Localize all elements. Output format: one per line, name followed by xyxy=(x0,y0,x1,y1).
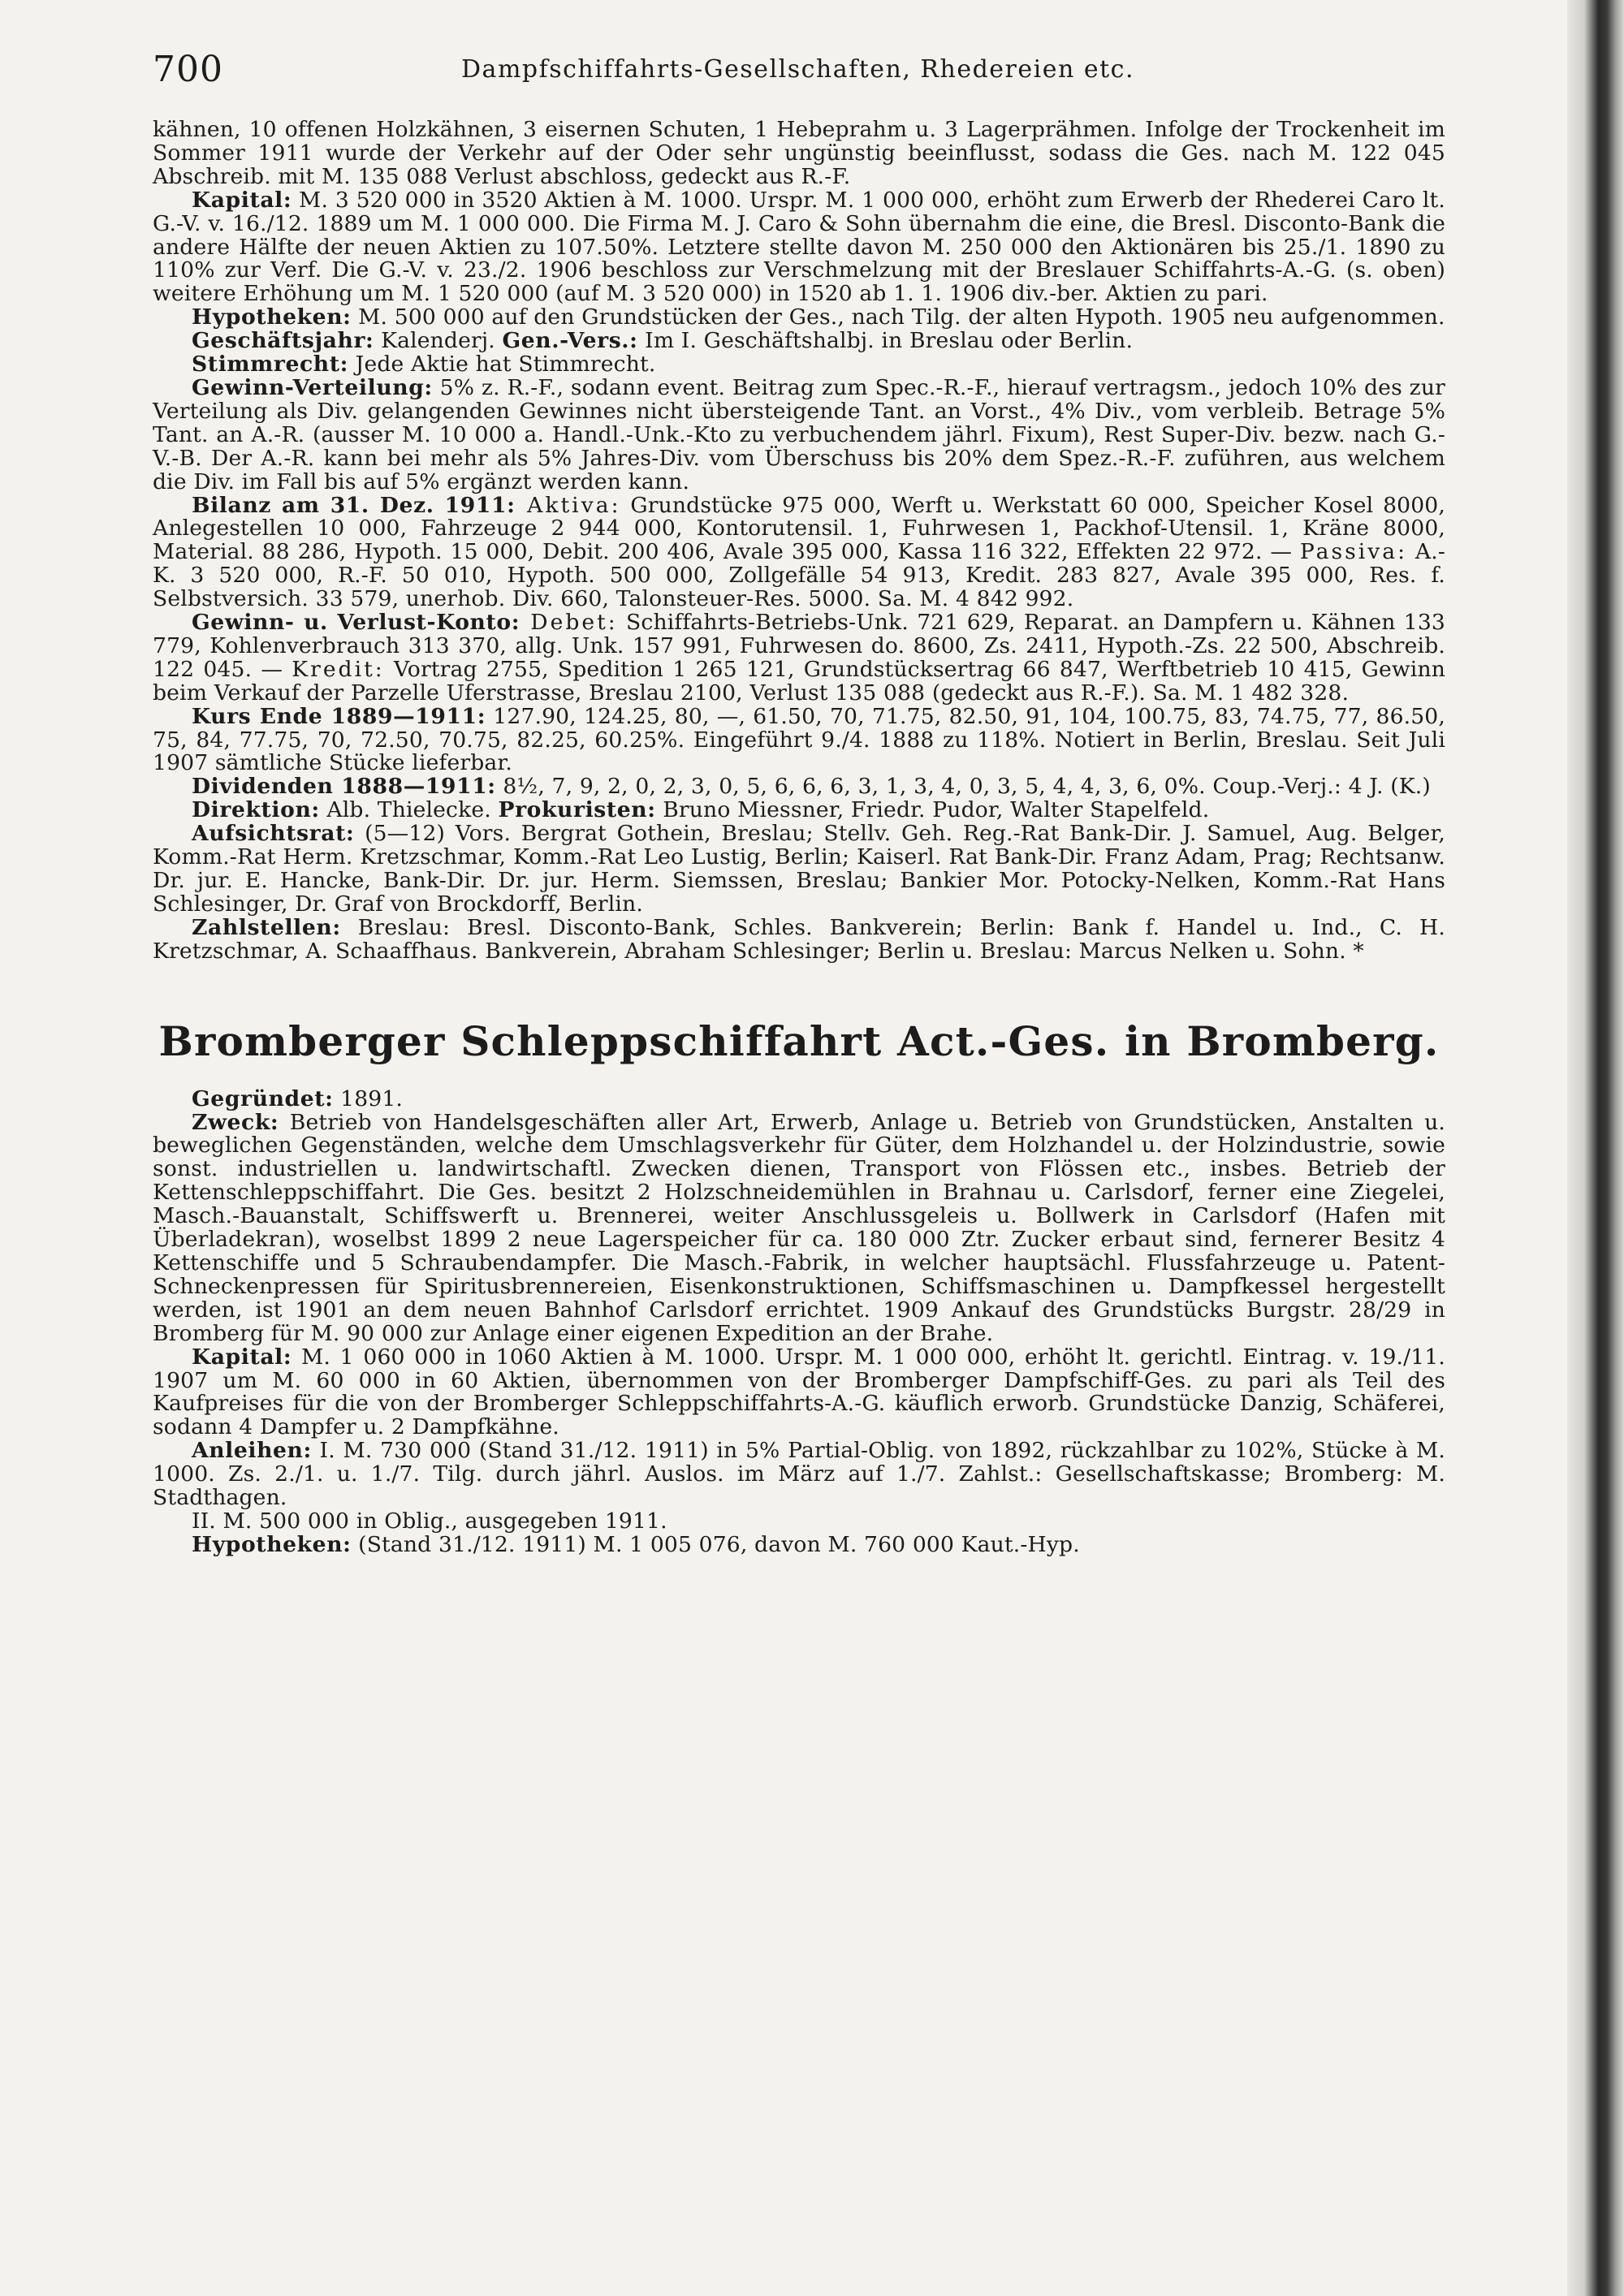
aufsichtsrat-text: (5—12) Vors. Bergrat Gothein, Breslau; Stellv. Geh. Reg.-Rat Bank-Dir. J. Samuel, Aug. Belger, Komm.-Rat Herm. Kretzschmar, Komm.-Rat Leo Lustig, Berlin; Kaiserl. Rat Bank-Dir. Franz Adam, Prag; Rechtsanw. Dr. jur. E. Hancke, Bank-Dir. Dr. jur. Herm. Siemssen, Breslau; Bankier Mor. Potocky-Nelken, Komm.-Rat Hans Schlesinger, Dr. Graf von Brockdorff, Berlin. xyxy=(153,821,1445,917)
kurs-paragraph xyxy=(153,703,1445,776)
continued-paragraph: kähnen, 10 offenen Holzkähnen, 3 eisernen Schuten, 1 Hebeprahm u. 3 Lagerprähmen. Infolge der Trockenheit im Sommer 1911 wurde der Verkehr auf der Oder sehr ungünstig beeinflusst, sodass die Ges. nach M. 122 045 Abschreib. mit M. 135 088 Verlust abschloss, gedeckt aus R.-F. xyxy=(153,117,1445,189)
aufsichtsrat-paragraph xyxy=(153,822,1445,917)
zahlstellen-text: Breslau: Bresl. Disconto-Bank, Schles. Bankverein; Berlin: Bank f. Handel u. Ind., C. H. Kretzschmar, A. Schaaffhaus. Bankverein, Abraham Schlesinger; Berlin u. Breslau: Marcus Nelken u. Sohn. * xyxy=(153,914,1445,964)
kapital-paragraph xyxy=(153,189,1445,307)
hypotheken2-label: Hypotheken: xyxy=(192,1531,352,1557)
hypotheken-text: M. 500 000 auf den Grundstücken der Ges., nach Tilg. der alten Hypoth. 1905 neu aufgenommen. xyxy=(351,304,1445,330)
kapital2-text: M. 1 060 000 in 1060 Aktien à M. 1000. Urspr. M. 1 000 000, erhöht lt. gerichtl. Eintrag. v. 19./11. 1907 um M. 60 000 in 60 Aktien, übernommen von der Bromberger Dampfschiff-Ges. zu pari als Teil des Kaufpreises für die von der Bromberger Schleppschiffahrts-A.-G. käuflich erworb. Grundstücke Danzig, Schäferei, sodann 4 Dampfer u. 2 Dampfkähne. xyxy=(153,1344,1445,1440)
genvers-label: Gen.-Vers.: xyxy=(502,328,638,354)
bilanz-aktiva-label: Aktiva: xyxy=(515,492,621,518)
gegruendet-paragraph xyxy=(153,1085,1445,1111)
anleihen2-paragraph: II. M. 500 000 in Oblig., ausgegeben 1911. xyxy=(192,1508,667,1534)
bilanz-label: Bilanz am 31. Dez. 1911: xyxy=(192,492,516,518)
hypotheken-paragraph xyxy=(153,306,1445,330)
kurs-text: 127.90, 124.25, 80, —, 61.50, 70, 71.75, 82.50, 91, 104, 100.75, 83, 74.75, 77, 86.50, 75, 84, 77.75, 70, 72.50, 70.75, 82.25, 60.25%. Eingeführt 9./4. 1888 zu 118%. Notiert in Berlin, Breslau. Seit Juli 1907 sämtliche Stücke lieferbar. xyxy=(153,703,1445,776)
zahlstellen-label: Zahlstellen: xyxy=(192,914,341,940)
hypotheken2-text: (Stand 31./12. 1911) M. 1 005 076, davon M. 760 000 Kaut.-Hyp. xyxy=(351,1531,1080,1557)
debet-label: Debet: xyxy=(520,610,618,636)
direktion-text: Alb. Thielecke. xyxy=(319,797,499,823)
bilanz-paragraph xyxy=(153,494,1445,612)
bilanz-passiva-text: A.-K. 3 520 000, R.-F. 50 010, Hypoth. 500 000, Zollgefälle 54 913, Kredit. 283 827, Avale 395 000, Res. f. Selbstversich. 33 579, unerhob. Div. 660, Talonsteuer-Res. 5000. Sa. M. 4 842 992. xyxy=(153,539,1446,612)
geschaeftsjahr-text: Kalenderj. xyxy=(374,328,503,354)
direktion-label: Direktion: xyxy=(192,797,320,823)
gewinnverteilung-text: 5% z. R.-F., sodann event. Beitrag zum Spec.-R.-F., hierauf vertragsm., jedoch 10% des zur Verteilung als Div. gelangenden Gewinnes nicht übersteigende Tant. an Vorst., 4% Div., vom verbleib. Betrage 5% Tant. an A.-R. (ausser M. 10 000 a. Handl.-Unk.-Kto zu verbuchendem jährl. Fixum), Rest Super-Div. bezw. nach G.-V.-B. Der A.-R. kann bei mehr als 5% Jahres-Div. vom Überschuss bis 20% dem Spez.-R.-F. zuführen, aus welchem die Div. im Fall bis auf 5% ergänzt werden kann. xyxy=(153,374,1445,494)
kredit-label: Kredit: xyxy=(292,656,385,682)
kapital-label: Kapital: xyxy=(192,187,292,213)
gewinn-verlust-paragraph xyxy=(153,611,1445,706)
bilanz-passiva-label: Passiva: xyxy=(1299,539,1408,565)
zweck-label: Zweck: xyxy=(192,1109,279,1135)
dividenden-text: 8½, 7, 9, 2, 0, 2, 3, 0, 5, 6, 6, 6, 3, 1, 3, 4, 0, 3, 5, 4, 4, 3, 6, 0%. Coup.-Verj.: 4 J. (K.) xyxy=(495,774,1431,800)
zweck-text: Betrieb von Handelsgeschäften aller Art, Erwerb, Anlage u. Betrieb von Grundstücken, Anstalten u. beweglichen Gegenständen, welche dem Umschlagsverkehr für Güter, dem Holzhandel u. der Holzindustrie, sowie sonst. industriellen u. landwirtschaftl. Zwecken dienen, Transport von Flössen etc., insbes. Betrieb der Kettenschleppschiffahrt. Die Ges. besitzt 2 Holzschneidemühlen in Brahnau u. Carlsdorf, ferner eine Ziegelei, Masch.-Bauanstalt, Schiffswerft u. Brennerei, weiter Anschlussgeleis u. Bollwerk in Carlsdorf (Hafen mit Überladekran), woselbst 1899 2 neue Lagerspeicher für ca. 180 000 Ztr. Zucker erbaut sind, fernerer Besitz 4 Kettenschiffe und 5 Schraubendampfer. Die Masch.-Fabrik, in welcher hauptsächl. Flussfahrzeuge u. Patent-Schneckenpressen für Spiritusbrennereien, Eisenkonstruktionen, Schiffsmaschinen u. Dampfkessel hergestellt werden, ist 1901 an dem neuen Bahnhof Carlsdorf errichtet. 1909 Ankauf des Grundstücks Burgstr. 28/29 in Bromberg für M. 90 000 zur Anlage einer eigenen Expedition an der Brahe. xyxy=(153,1109,1445,1346)
direktion-paragraph xyxy=(153,799,1445,822)
anleihen-label: Anleihen: xyxy=(192,1438,312,1464)
company-title: Bromberger Schleppschiffahrt Act.-Ges. in Bromberg. xyxy=(158,1016,1440,1065)
kapital2-label: Kapital: xyxy=(192,1344,292,1370)
running-title: Dampfschiffahrts-Gesellschaften, Rhedereien etc. xyxy=(461,55,1134,84)
gewinn-verlust-label: Gewinn- u. Verlust-Konto: xyxy=(192,610,520,636)
document-body xyxy=(153,119,1445,1557)
zahlstellen-paragraph xyxy=(153,914,1445,964)
page-number: 700 xyxy=(153,49,223,90)
kurs-label: Kurs Ende 1889—1911: xyxy=(192,703,486,729)
document-page xyxy=(153,49,1445,1557)
kapital2-paragraph xyxy=(153,1346,1445,1440)
debet-text: Schiffahrts-Betriebs-Unk. 721 629, Reparat. an Dampfern u. Kähnen 133 779, Kohlenverbrauch 313 370, allg. Unk. 157 991, Fuhrwesen do. 8600, Zs. 2411, Hypoth.-Zs. 22 500, Abschreib. 122 045. — xyxy=(153,610,1445,682)
gewinnverteilung-label: Gewinn-Verteilung: xyxy=(192,374,433,400)
kredit-text: Vortrag 2755, Spedition 1 265 121, Grundstücksertrag 66 847, Werftbetrieb 10 415, Gewinn beim Verkauf der Parzelle Uferstrasse, Breslau 2100, Verlust 135 088 (gedeckt aus R.-F.). Sa. M. 1 482 328. xyxy=(153,656,1446,706)
stimmrecht-text: Jede Aktie hat Stimmrecht. xyxy=(348,352,656,378)
stimmrecht-paragraph xyxy=(153,353,1445,377)
dividenden-label: Dividenden 1888—1911: xyxy=(192,774,496,800)
hypotheken-label: Hypotheken: xyxy=(192,304,352,330)
page-header xyxy=(153,49,1445,94)
gegruendet-text: 1891. xyxy=(333,1085,404,1111)
geschaeftsjahr-paragraph xyxy=(153,330,1445,353)
hypotheken2-paragraph xyxy=(153,1531,1445,1557)
aufsichtsrat-label: Aufsichtsrat: xyxy=(192,821,355,847)
geschaeftsjahr-label: Geschäftsjahr: xyxy=(192,328,374,354)
kapital-text: M. 3 520 000 in 3520 Aktien à M. 1000. Urspr. M. 1 000 000, erhöht zum Erwerb der Rhederei Caro lt. G.-V. v. 16./12. 1889 um M. 1 000 000. Die Firma M. J. Caro & Sohn übernahm die eine, die Bresl. Disconto-Bank die andere Hälfte der neuen Aktien zu 107.50%. Letztere stellte davon M. 250 000 den Aktionären bis 25./1. 1890 zu 110% zur Verf. Die G.-V. v. 23./2. 1906 beschloss zur Verschmelzung mit der Breslauer Schiffahrts-A.-G. (s. oben) weitere Erhöhung um M. 1 520 000 (auf M. 3 520 000) in 1520 ab 1. 1. 1906 div.-ber. Aktien zu pari. xyxy=(153,187,1445,307)
gegruendet-label: Gegründet: xyxy=(192,1085,334,1111)
bilanz-aktiva-text: Grundstücke 975 000, Werft u. Werkstatt 60 000, Speicher Kosel 8000, Anlegestellen 10 000, Fahrzeuge 2 944 000, Kontorutensil. 1, Fuhrwesen 1, Packhof-Utensil. 1, Kräne 8000, Material. 88 286, Hypoth. 15 000, Debit. 200 406, Avale 395 000, Kassa 116 322, Effekten 22 972. — xyxy=(153,492,1445,565)
gewinnverteilung-paragraph xyxy=(153,374,1445,494)
prokuristen-text: Bruno Miessner, Friedr. Pudor, Walter Stapelfeld. xyxy=(655,797,1210,823)
scan-binding-edge xyxy=(1567,0,1624,2296)
anleihen-text: I. M. 730 000 (Stand 31./12. 1911) in 5% Partial-Oblig. von 1892, rückzahlbar zu 102%, Stücke à M. 1000. Zs. 2./1. u. 1./7. Tilg. durch jährl. Auslos. im März auf 1./7. Zahlst.: Gesellschaftskasse; Bromberg: M. Stadthagen. xyxy=(153,1438,1445,1511)
zweck-paragraph xyxy=(153,1111,1445,1346)
stimmrecht-label: Stimmrecht: xyxy=(192,352,349,378)
anleihen-paragraph xyxy=(153,1439,1445,1510)
dividenden-paragraph xyxy=(153,775,1445,799)
genvers-text: Im I. Geschäftshalbj. in Breslau oder Berlin. xyxy=(637,328,1134,354)
prokuristen-label: Prokuristen: xyxy=(498,797,656,823)
